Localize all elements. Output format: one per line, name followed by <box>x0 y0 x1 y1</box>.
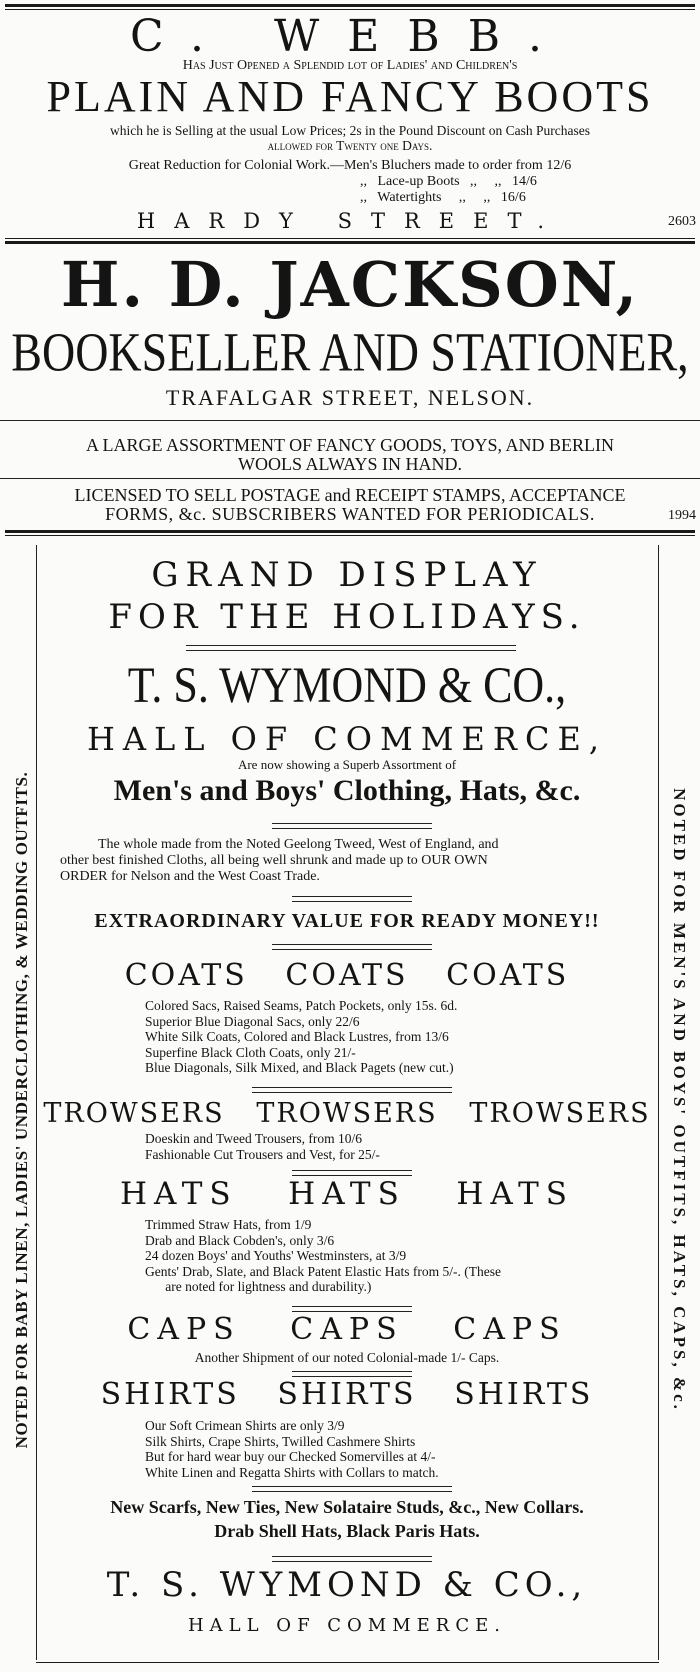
webb-bottom-rule-thick <box>5 241 695 244</box>
jackson-name: H. D. JACKSON, <box>60 248 640 321</box>
wymond-divider-9 <box>252 1486 452 1492</box>
wymond-divider-10 <box>272 1556 432 1562</box>
trowsers-heading: TROWSERS TROWSERS TROWSERS <box>43 1098 651 1129</box>
shirts-list <box>145 1418 439 1480</box>
wymond-clothing: Men's and Boys' Clothing, Hats, &c. <box>113 774 581 807</box>
hats-item: Gents' Drab, Slate, and Black Patent Elastic Hats from 5/-. (These <box>145 1263 501 1279</box>
hats-item: 24 dozen Boys' and Youths' Westminsters, at 3/9 <box>145 1248 407 1263</box>
jackson-ad-number: 1994 <box>668 508 696 523</box>
wymond-bottom-rule <box>36 1662 659 1663</box>
jackson-divider-2 <box>0 478 700 479</box>
jackson-bottom-rule-thin <box>5 535 695 536</box>
webb-ad-number: 2603 <box>668 214 696 229</box>
hats-heading: HATS HATS HATS <box>119 1176 575 1212</box>
wymond-showing: Are now showing a Superb Assortment of <box>237 757 457 772</box>
wymond-new-scarfs: New Scarfs, New Ties, New Solataire Studs, &c., New Collars. <box>110 1497 584 1517</box>
wymond-whole-line-2: other best finished Cloths, all being well shrunk and made up to OUR OWN <box>60 853 488 868</box>
webb-reduction-line: Great Reduction for Colonial Work.—Men's Bluchers made to order from 12/6 <box>128 158 572 173</box>
wymond-hall: HALL OF COMMERCE, <box>86 720 607 758</box>
wymond-drab-shell: Drab Shell Hats, Black Paris Hats. <box>214 1521 480 1541</box>
webb-discount-line: allowed for Twenty one Days. <box>267 138 433 153</box>
shirts-heading: SHIRTS SHIRTS SHIRTS <box>100 1377 594 1412</box>
webb-street: HARDY STREET. <box>136 209 564 233</box>
hats-item: Drab and Black Cobden's, only 3/6 <box>145 1232 335 1248</box>
coats-item: Blue Diagonals, Silk Mixed, and Black Pagets (new cut.) <box>145 1060 454 1075</box>
hats-item: are noted for lightness and durability.) <box>145 1279 372 1294</box>
shirts-item: White Linen and Regatta Shirts with Collars to match. <box>145 1464 439 1480</box>
trowsers-item: Doeskin and Tweed Trousers, from 10/6 <box>145 1131 363 1146</box>
caps-heading: CAPS CAPS CAPS <box>127 1312 567 1347</box>
webb-intro: Has Just Opened a Splendid lot of Ladies' and Children's <box>182 58 518 73</box>
hats-list <box>145 1217 501 1295</box>
webb-watertights-line: ,, Watertights ,, ,, 16/6 <box>360 190 526 205</box>
wymond-side-left: NOTED FOR BABY LINEN, LADIES' UNDERCLOTHING, & WEDDING OUTFITS. <box>12 771 31 1449</box>
webb-headline: PLAIN AND FANCY BOOTS <box>46 72 654 121</box>
wymond-for-holidays: FOR THE HOLIDAYS. <box>108 597 586 637</box>
webb-name: C. WEBB. <box>129 11 571 62</box>
shirts-item: Our Soft Crimean Shirts are only 3/9 <box>145 1418 345 1433</box>
top-rule <box>5 4 695 7</box>
caps-line: Another Shipment of our noted Colonial-made 1/- Caps. <box>194 1350 500 1365</box>
webb-selling-line: which he is Selling at the usual Low Prices; 2s in the Pound Discount on Cash Purchases <box>110 123 590 138</box>
shirts-item: Silk Shirts, Crape Shirts, Twilled Cashmere Shirts <box>145 1433 416 1449</box>
jackson-divider-1 <box>0 420 700 421</box>
trowsers-list <box>145 1131 380 1162</box>
shirts-item: But for hard wear buy our Checked Somervilles at 4/- <box>145 1449 436 1464</box>
trowsers-item: Fashionable Cut Trousers and Vest, for 25/- <box>145 1146 380 1162</box>
top-rule-thin <box>5 9 695 10</box>
webb-laceup-line: ,, Lace-up Boots ,, ,, 14/6 <box>360 174 537 189</box>
coats-heading: COATS COATS COATS <box>124 958 570 993</box>
wymond-whole-line-3: ORDER for Nelson and the West Coast Trade. <box>60 869 320 884</box>
jackson-trade: BOOKSELLER AND STATIONER, <box>11 321 689 383</box>
coats-item: Superior Blue Diagonal Sacs, only 22/6 <box>145 1013 360 1029</box>
wymond-grand-display: GRAND DISPLAY <box>151 555 543 595</box>
wymond-divider-1 <box>186 645 516 651</box>
wymond-side-right: NOTED FOR MEN'S AND BOYS' OUTFITS, HATS, CAPS, &c. <box>670 788 689 1412</box>
jackson-address: TRAFALGAR STREET, NELSON. <box>165 385 535 410</box>
hats-item: Trimmed Straw Hats, from 1/9 <box>145 1217 312 1232</box>
coats-list <box>145 998 457 1076</box>
wymond-firm: T. S. WYMOND & CO., <box>127 657 567 714</box>
wymond-ready-money: EXTRAORDINARY VALUE FOR READY MONEY!! <box>94 910 600 932</box>
wymond-footer-firm: T. S. WYMOND & CO., <box>106 1565 588 1605</box>
wymond-whole-line-1: The whole made from the Noted Geelong Tweed, West of England, and <box>98 837 499 852</box>
wymond-footer-hall: HALL OF COMMERCE. <box>187 1615 506 1636</box>
jackson-licensed-1: LICENSED TO SELL POSTAGE and RECEIPT STAMPS, ACCEPTANCE <box>74 485 626 505</box>
coats-item: Superfine Black Cloth Coats, only 21/- <box>145 1044 356 1060</box>
jackson-bottom-rule <box>5 530 695 533</box>
wymond-divider-2 <box>272 823 432 829</box>
jackson-assortment-1: A LARGE ASSORTMENT OF FANCY GOODS, TOYS, AND BERLIN <box>86 435 614 455</box>
wymond-divider-3 <box>292 896 412 902</box>
wymond-divider-4 <box>272 944 432 950</box>
coats-item: Colored Sacs, Raised Seams, Patch Pockets, only 15s. 6d. <box>145 998 458 1013</box>
jackson-assortment-2: WOOLS ALWAYS IN HAND. <box>238 454 462 474</box>
wymond-right-border <box>658 545 659 1660</box>
jackson-licensed-2: FORMS, &c. SUBSCRIBERS WANTED FOR PERIODICALS. <box>105 504 595 524</box>
wymond-divider-5 <box>252 1087 452 1093</box>
webb-bottom-rule <box>5 238 695 239</box>
wymond-whole-text <box>60 837 650 885</box>
coats-item: White Silk Coats, Colored and Black Lustres, from 13/6 <box>145 1029 449 1044</box>
